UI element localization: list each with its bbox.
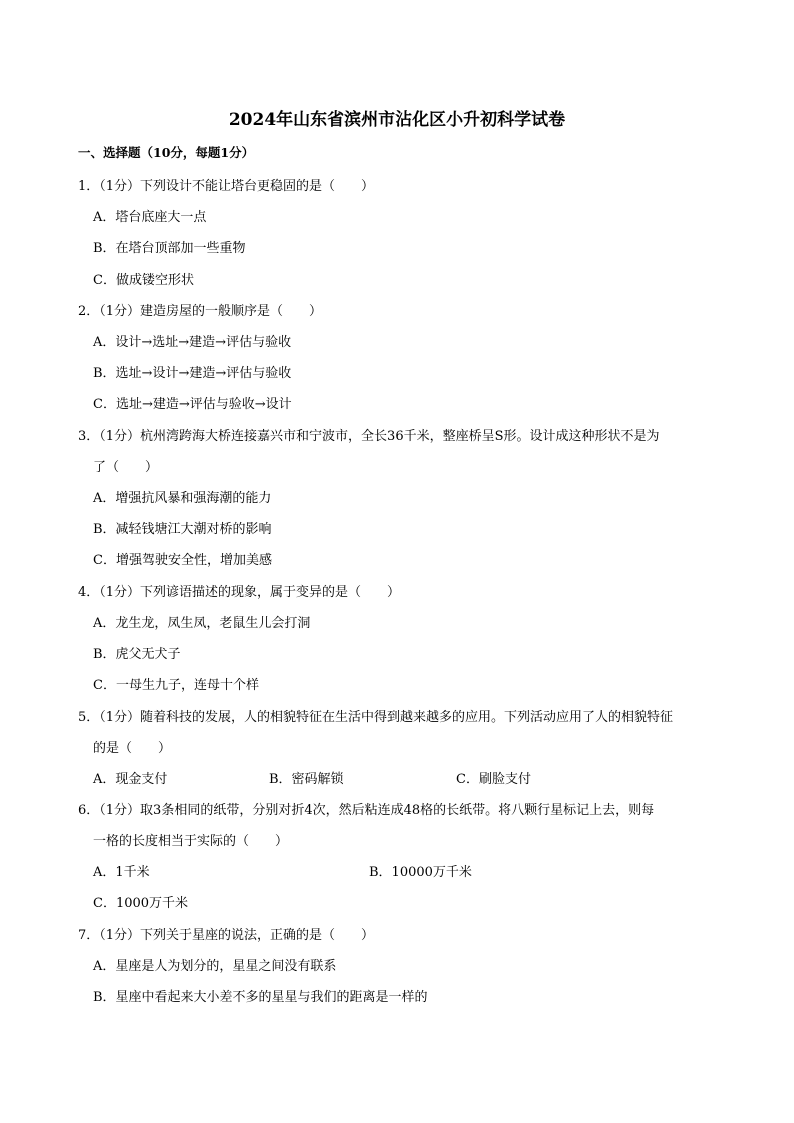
- question-6-option-b: B．10000万千米: [369, 865, 472, 880]
- question-7-option-b: B．星座中看起来大小差不多的星星与我们的距离是一样的: [93, 990, 428, 1005]
- question-4-option-c: C．一母生九子，连母十个样: [93, 678, 259, 693]
- question-5-stem-continuation: 的是（ ）: [93, 741, 172, 756]
- question-3-option-a: A．增强抗风暴和强海潮的能力: [93, 491, 272, 506]
- question-1-stem: 1．（1分）下列设计不能让塔台更稳固的是（ ）: [78, 179, 375, 194]
- section-heading: 一、选择题（10分，每题1分）: [78, 145, 255, 160]
- question-6-option-c: C．1000万千米: [93, 896, 189, 911]
- question-2-option-b: B．选址→设计→建造→评估与验收: [93, 366, 292, 381]
- question-6-option-a: A．1千米: [93, 865, 150, 880]
- question-4-option-a: A．龙生龙，凤生凤，老鼠生儿会打洞: [93, 616, 311, 631]
- question-5-option-b: B．密码解锁: [269, 772, 344, 787]
- question-6-stem-continuation: 一格的长度相当于实际的（ ）: [93, 834, 289, 849]
- question-4-option-b: B．虎父无犬子: [93, 647, 181, 662]
- question-6-stem: 6．（1分）取3条相同的纸带，分别对折4次，然后粘连成48格的长纸带。将八颗行星标记上去，则每: [78, 803, 655, 818]
- question-2-option-c: C．选址→建造→评估与验收→设计: [93, 397, 292, 412]
- question-2-stem: 2．（1分）建造房屋的一般顺序是（ ）: [78, 304, 323, 319]
- page-title: 2024年山东省滨州市沾化区小升初科学试卷: [228, 110, 566, 130]
- question-7-option-a: A．星座是人为划分的，星星之间没有联系: [93, 959, 337, 974]
- question-3-option-c: C．增强驾驶安全性，增加美感: [93, 553, 272, 568]
- question-1-option-b: B．在塔台顶部加一些重物: [93, 241, 246, 256]
- question-7-stem: 7．（1分）下列关于星座的说法，正确的是（ ）: [78, 928, 375, 943]
- question-1-option-c: C．做成镂空形状: [93, 273, 194, 288]
- question-1-option-a: A．塔台底座大一点: [93, 210, 207, 225]
- question-2-option-a: A．设计→选址→建造→评估与验收: [93, 335, 292, 350]
- question-3-stem-continuation: 了（ ）: [93, 460, 159, 475]
- question-4-stem: 4．（1分）下列谚语描述的现象，属于变异的是（ ）: [78, 585, 401, 600]
- question-5-option-c: C．刷脸支付: [456, 772, 531, 787]
- question-3-stem: 3．（1分）杭州湾跨海大桥连接嘉兴市和宁波市，全长36千米，整座桥呈S形。设计成这种形状不是为: [78, 429, 660, 444]
- question-5-stem: 5．（1分）随着科技的发展，人的相貌特征在生活中得到越来越多的应用。下列活动应用了人的相貌特征: [78, 710, 674, 725]
- question-3-option-b: B．减轻钱塘江大潮对桥的影响: [93, 522, 272, 537]
- question-5-option-a: A．现金支付: [93, 772, 168, 787]
